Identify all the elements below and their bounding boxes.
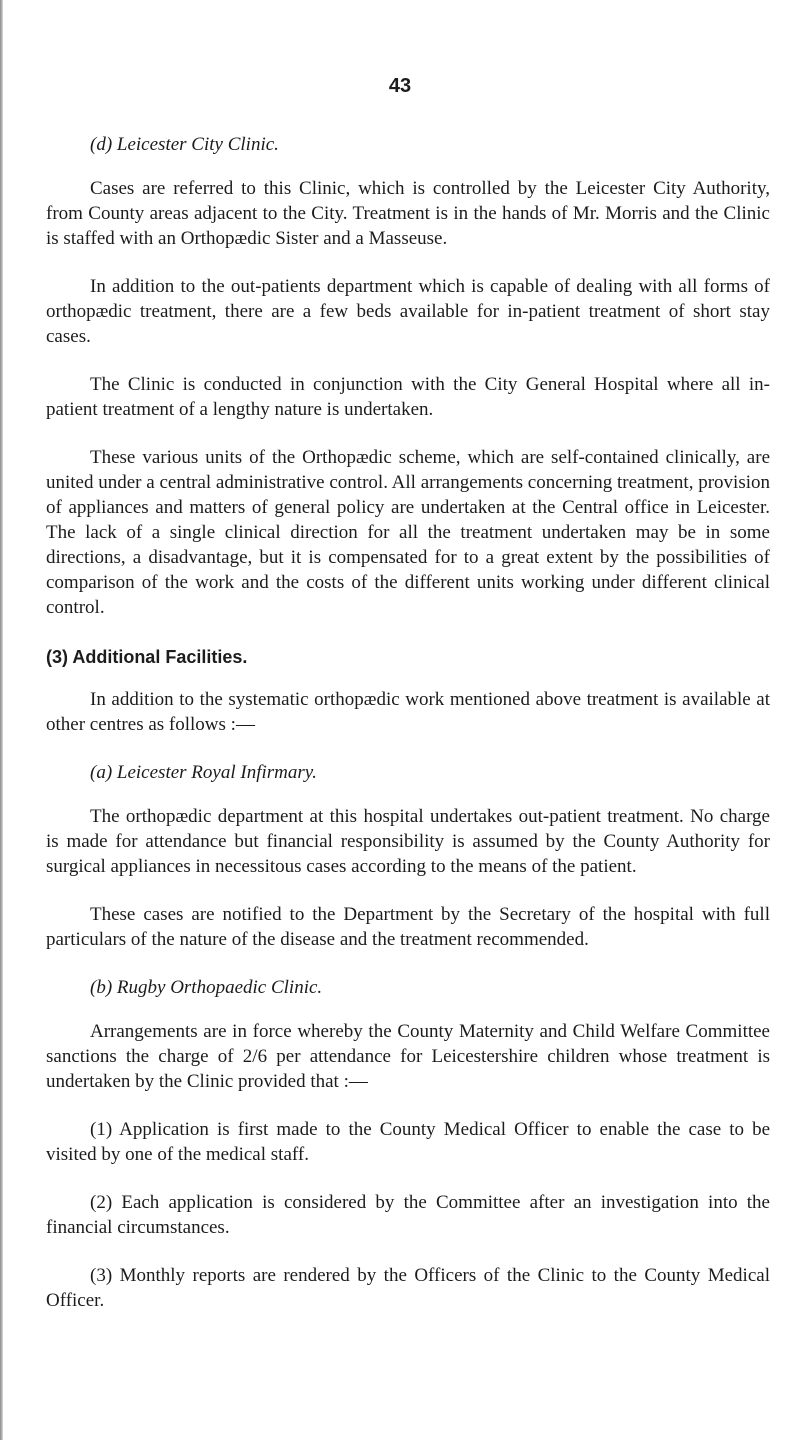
document-body xyxy=(46,132,770,1313)
list-item-condition-3: (3) Monthly reports are rendered by the Officers of the Clinic to the County Medical Officer. xyxy=(46,1265,770,1311)
paragraph-rugby-arrangements: Arrangements are in force whereby the County Maternity and Child Welfare Committee sanctions the charge of 2/6 per attendance for Leicestershire children whose treatment is undertaken by the Clinic provided that :— xyxy=(46,1021,770,1092)
list-item-condition-2: (2) Each application is considered by the Committee after an investigation into the financial circumstances. xyxy=(46,1192,770,1238)
paragraph-central-administrative-control: These various units of the Orthopædic scheme, which are self-contained clinically, are united under a central administrative control. All arrangements concerning treatment, provision of appliances and matters of general policy are undertaken at the Central office in Leicester. The lack of a single clinical direction for all the treatment undertaken may be in some directions, a disadvantage, but it is compensated for to a great extent by the possibilities of comparison of the work and the costs of the different units working under different clinical control. xyxy=(46,447,770,618)
paragraph-city-general-hospital: The Clinic is conducted in conjunction with the City General Hospital where all in-patient treatment of a lengthy nature is undertaken. xyxy=(46,374,770,420)
paragraph-out-patients-department: In addition to the out-patients department which is capable of dealing with all forms of orthopædic treatment, there are a few beds available for in-patient treatment of short stay cases. xyxy=(46,276,770,347)
section-heading-additional-facilities: (3) Additional Facilities. xyxy=(46,647,248,667)
subsection-heading-rugby-orthopaedic-clinic: (b) Rugby Orthopaedic Clinic. xyxy=(90,977,323,998)
page-number: 43 xyxy=(388,75,412,97)
paragraph-additional-facilities-intro: In addition to the systematic orthopædic work mentioned above treatment is available at other centres as follows :— xyxy=(46,689,770,735)
subsection-heading-leicester-royal-infirmary: (a) Leicester Royal Infirmary. xyxy=(90,762,317,783)
list-item-condition-1: (1) Application is first made to the County Medical Officer to enable the case to be visited by one of the medical staff. xyxy=(46,1119,770,1165)
paragraph-infirmary-orthopaedic-department: The orthopædic department at this hospital undertakes out-patient treatment. No charge is made for attendance but financial responsibility is assumed by the County Authority for surgical appliances in necessitous cases according to the means of the patient. xyxy=(46,806,770,877)
subsection-heading-leicester-city-clinic: (d) Leicester City Clinic. xyxy=(90,134,279,155)
paragraph-infirmary-notifications: These cases are notified to the Department by the Secretary of the hospital with full particulars of the nature of the disease and the treatment recommended. xyxy=(46,904,770,950)
page-edge xyxy=(0,0,3,1440)
paragraph-city-clinic-referrals: Cases are referred to this Clinic, which is controlled by the Leicester City Authority, from County areas adjacent to the City. Treatment is in the hands of Mr. Morris and the Clinic is staffed with an Orthopædic Sister and a Masseuse. xyxy=(46,178,770,249)
